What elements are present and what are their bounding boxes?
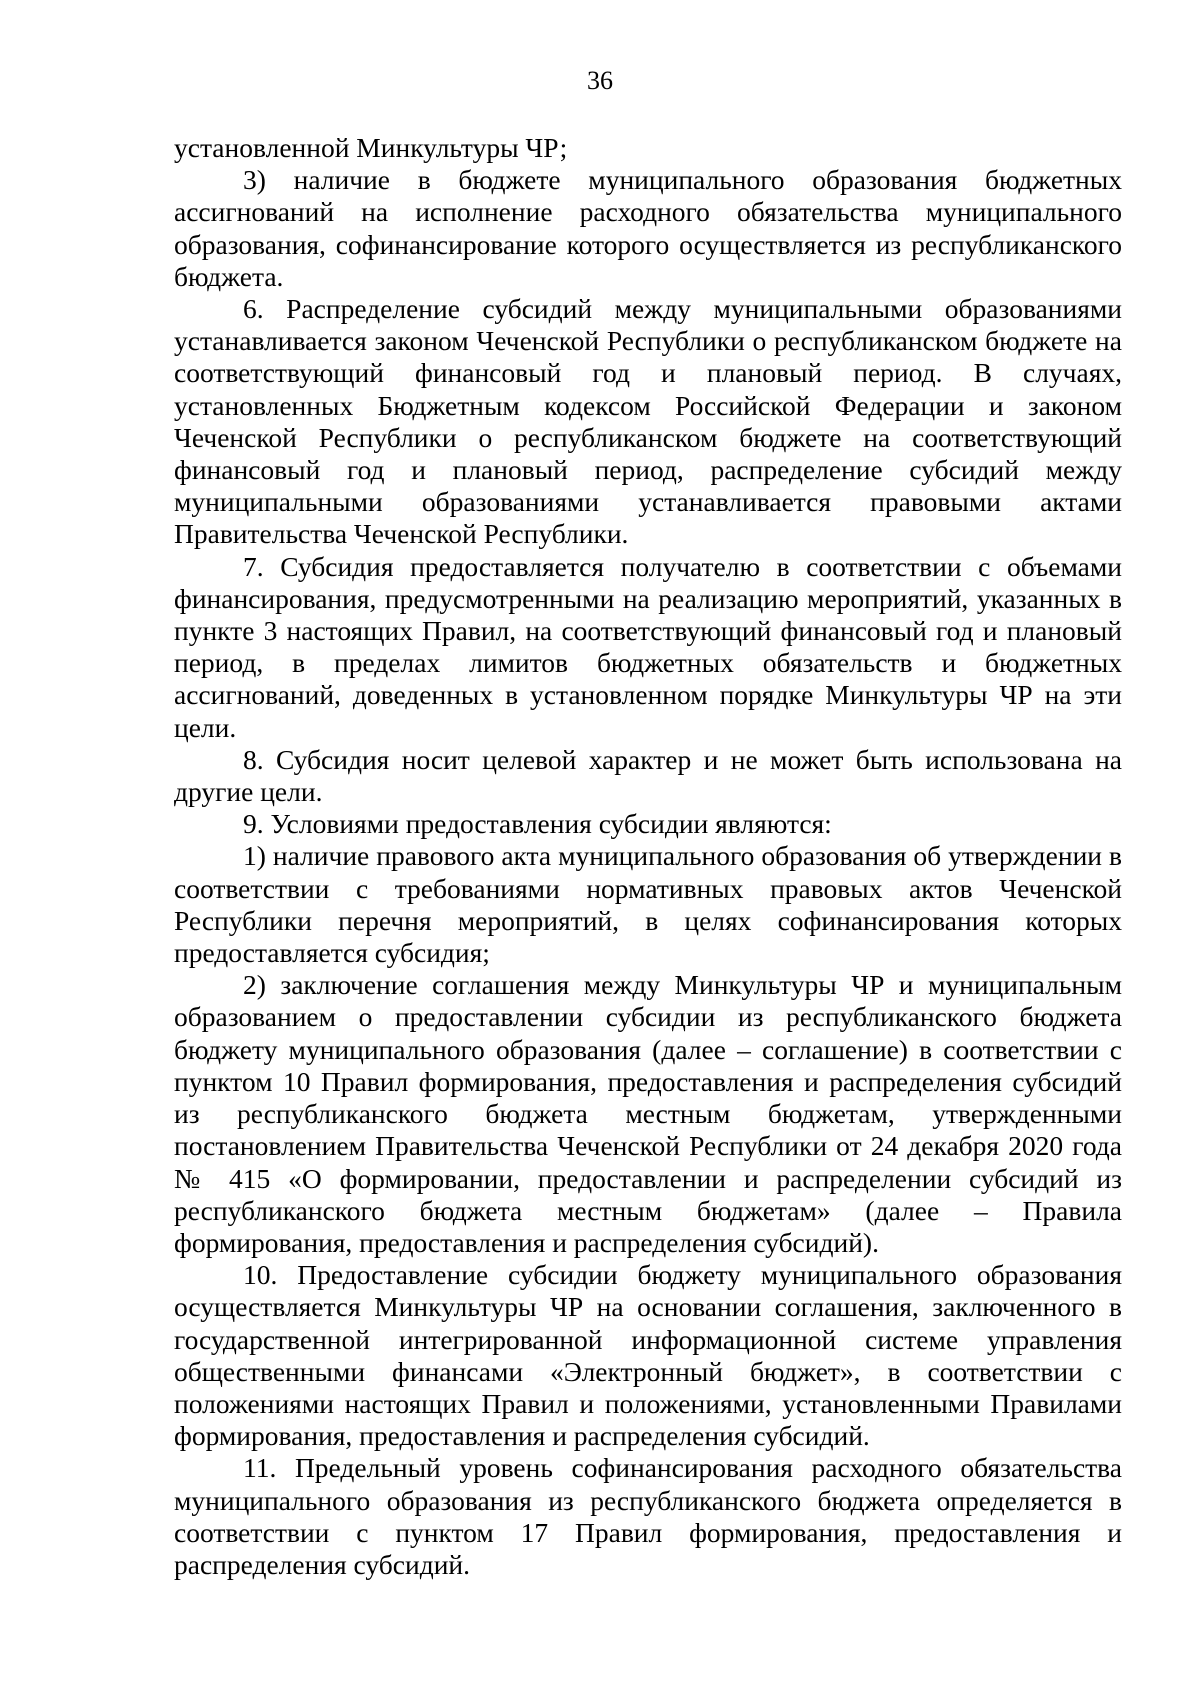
paragraph-item-11: 11. Предельный уровень софинансирования расходного обязательства муниципального образования из республиканского бюджета определяется в соответствии с пунктом 17 Правил формирования, предоставления и распределения субсидий. — [174, 1452, 1122, 1580]
paragraph-item-7: 7. Субсидия предоставляется получателю в соответствии с объемами финансирования, предусмотренными на реализацию мероприятий, указанных в пункте 3 настоящих Правил, на соответствующий финансовый год и плановый период, в пределах лимитов бюджетных обязательств и бюджетных ассигнований, доведенных в установленном порядке Минкультуры ЧР на эти цели. — [174, 550, 1122, 743]
paragraph-item-6: 6. Распределение субсидий между муниципальными образованиями устанавливается законом Чеченской Республики о республиканском бюджете на соответствующий финансовый год и плановый период. В случаях, установленных Бюджетным кодексом Российской Федерации и законом Чеченской Республики о республиканском бюджете на соответствующий финансовый год и плановый период, распределение субсидий между муниципальными образованиями устанавливается правовыми актами Правительства Чеченской Республики. — [174, 293, 1122, 550]
paragraph-item-9: 9. Условиями предоставления субсидии являются: — [243, 808, 832, 840]
paragraph-subitem-1: 1) наличие правового акта муниципального образования об утверждении в соответствии с требованиями нормативных правовых актов Чеченской Республики перечня мероприятий, в целях софинансирования которых предоставляется субсидия; — [174, 840, 1122, 969]
paragraph-item-10: 10. Предоставление субсидии бюджету муниципального образования осуществляется Минкультуры ЧР на основании соглашения, заключенного в государственной интегрированной информационной системе управления общественными финансами «Электронный бюджет», в соответствии с положениями настоящих Правил и положениями, установленными Правилами формирования, предоставления и распределения субсидий. — [174, 1259, 1122, 1452]
document-body — [174, 132, 1122, 1581]
paragraph-item-8: 8. Субсидия носит целевой характер и не может быть использована на другие цели. — [174, 743, 1122, 808]
paragraph-subitem-2: 2) заключение соглашения между Минкультуры ЧР и муниципальным образованием о предоставлении субсидии из республиканского бюджета бюджету муниципального образования (далее – соглашение) в соответствии с пунктом 10 Правил формирования, предоставления и распределения субсидий из республиканского бюджета местным бюджетам, утвержденными постановлением Правительства Чеченской Республики от 24 декабря 2020 года № 415 «О формировании, предоставлении и распределении субсидий из республиканского бюджета местным бюджетам» (далее – Правила формирования, предоставления и распределения субсидий). — [174, 969, 1122, 1258]
page-number: 36 — [587, 66, 613, 95]
paragraph-continuation: установленной Минкультуры ЧР; — [174, 132, 568, 163]
paragraph-subitem-3: 3) наличие в бюджете муниципального образования бюджетных ассигнований на исполнение расходного обязательства муниципального образования, софинансирование которого осуществляется из республиканского бюджета. — [174, 164, 1122, 292]
